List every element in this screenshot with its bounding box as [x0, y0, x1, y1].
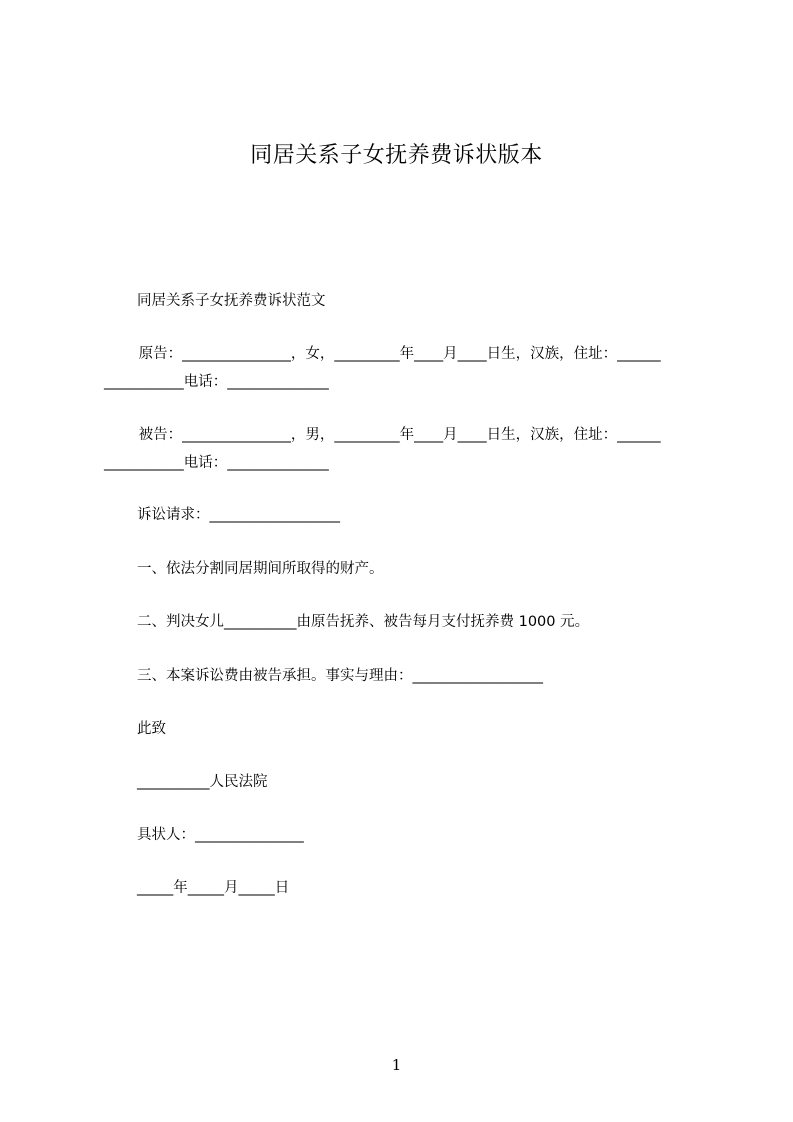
signer-line: 具状人：_______________	[137, 827, 304, 843]
claim-item-3: 三、本案诉讼费由被告承担。事实与理由：__________________	[137, 668, 543, 684]
court-name-line: __________人民法院	[137, 774, 268, 790]
page-number: 1	[391, 1056, 402, 1074]
claim-item-1: 一、依法分割同居期间所取得的财产。	[137, 561, 384, 577]
salutation: 此致	[137, 721, 166, 737]
claims-label: 诉讼请求：__________________	[137, 507, 340, 523]
claim-item-2: 二、判决女儿__________由原告抚养、被告每月支付抚养费 1000 元。	[137, 614, 590, 630]
document-title: 同居关系子女抚养费诉状版本	[250, 143, 543, 168]
defendant-info-line-2: ___________电话：______________	[104, 455, 329, 471]
plaintiff-info-line-1: 原告：_______________，女，_________年____月____日生，汉族，住址：______	[134, 346, 661, 362]
defendant-info-line-1: 被告：_______________，男，_________年____月____日生，汉族，住址：______	[134, 427, 661, 443]
date-line: _____年_____月_____日	[137, 880, 290, 896]
document-subtitle: 同居关系子女抚养费诉状范文	[137, 293, 326, 309]
plaintiff-info-line-2: ___________电话：______________	[104, 374, 329, 390]
